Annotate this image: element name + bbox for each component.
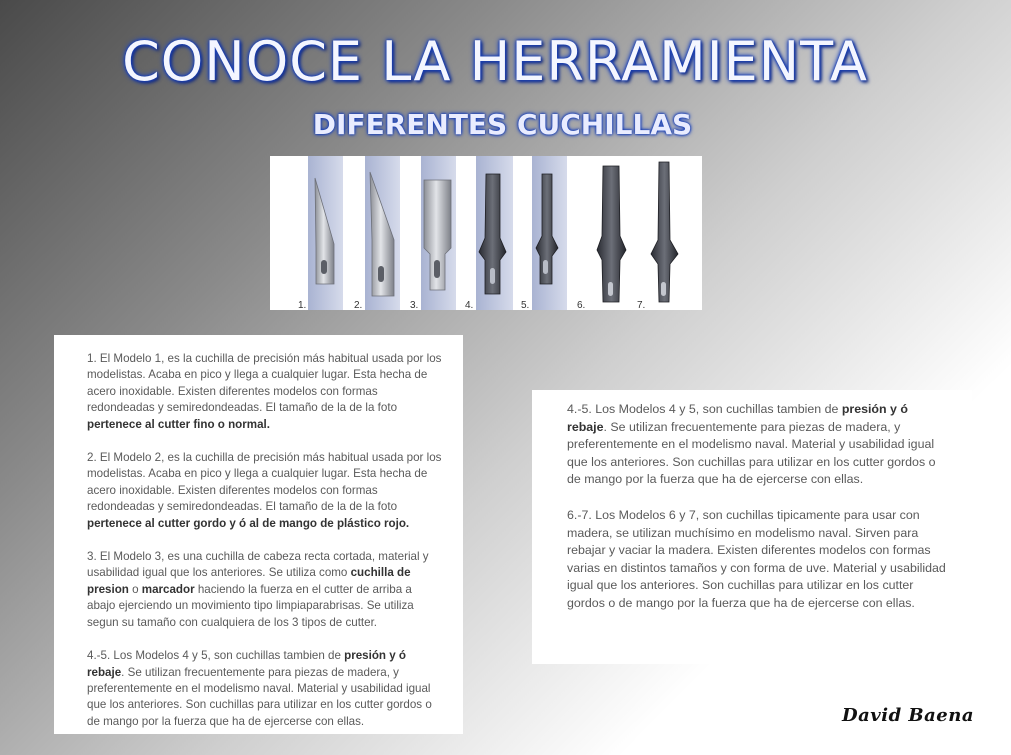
model-6-7-description: 6.-7. Los Modelos 6 y 7, son cuchillas tipicamente para usar con madera, se utilizan muchísimo en modelismo naval. Sirven para rebajar y vaciar la madera. Existen diferentes modelos con formas varias en distintos tamaños y con forma de uve. Material y usabilidad igual que los anteriores. Son cuchillas para utilizar en los cutter gordos o de mango por la fuerza que ha de ejercerse con ellas. [567,507,946,610]
blade-label-5: 5. [521,300,530,310]
slide-subtitle: DIFERENTES CUCHILLAS [312,108,693,141]
model-4-5-description: 4.-5. Los Modelos 4 y 5, son cuchillas tambien de presión y ó rebaje. Se utilizan frecuentemente para piezas de madera, y preferentemente en el modelismo naval. Material y usabilidad igual que los anteriores. Son cuchillas para utilizar en los cutter gordos o de mango por la fuerza que ha de ejercerse con ellas. [87,649,432,728]
blade-label-1: 1. [298,300,307,310]
model-3-description: 3. El Modelo 3, es una cuchilla de cabeza recta cortada, material y usabilidad igual que los anteriores. Se utiliza como cuchilla de presion o marcador haciendo la fuerza en el cutter de arriba a abajo ejerciendo un movimiento tipo limpiaparabrisas. Se utiliza segun su tamaño con cualquiera de los 3 tipos de cutter. [87,550,429,629]
description-panel-left [54,335,463,734]
blades-photo [270,156,702,310]
blade-label-4: 4. [465,300,474,310]
model-2-description: 2. El Modelo 2, es la cuchilla de precisión más habitual usada por los modelistas. Acaba en pico y llega a cualquier lugar. Esta hecha de acero inoxidable. Existen diferentes modelos con formas redondeadas y semiredondeadas. El tamaño de la de la foto pertenece al cutter gordo y ó al de mango de plástico rojo. [87,451,442,530]
blade-label-2: 2. [354,300,363,310]
blade-label-7: 7. [637,300,646,310]
description-panel-right [532,390,972,664]
blades-illustration [270,156,702,310]
blade-label-3: 3. [410,300,419,310]
slide-title: CONOCE LA HERRAMIENTA [122,30,868,93]
model-1-description: 1. El Modelo 1, es la cuchilla de precisión más habitual usada por los modelistas. Acaba en pico y llega a cualquier lugar. Esta hecha de acero inoxidable. Existen diferentes modelos con formas redondeadas y semiredondeadas. El tamaño de la de la foto pertenece al cutter fino o normal. [87,352,442,431]
model-4-5-description-repeat: 4.-5. Los Modelos 4 y 5, son cuchillas tambien de presión y ó rebaje. Se utilizan frecuentemente para piezas de madera, y preferentemente en el modelismo naval. Material y usabilidad igual que los anteriores. Son cuchillas para utilizar en los cutter gordos o de mango por la fuerza que ha de ejercerse con ellas. [567,402,936,487]
blade-label-6: 6. [577,300,586,310]
author-signature: David Baena [842,705,975,726]
